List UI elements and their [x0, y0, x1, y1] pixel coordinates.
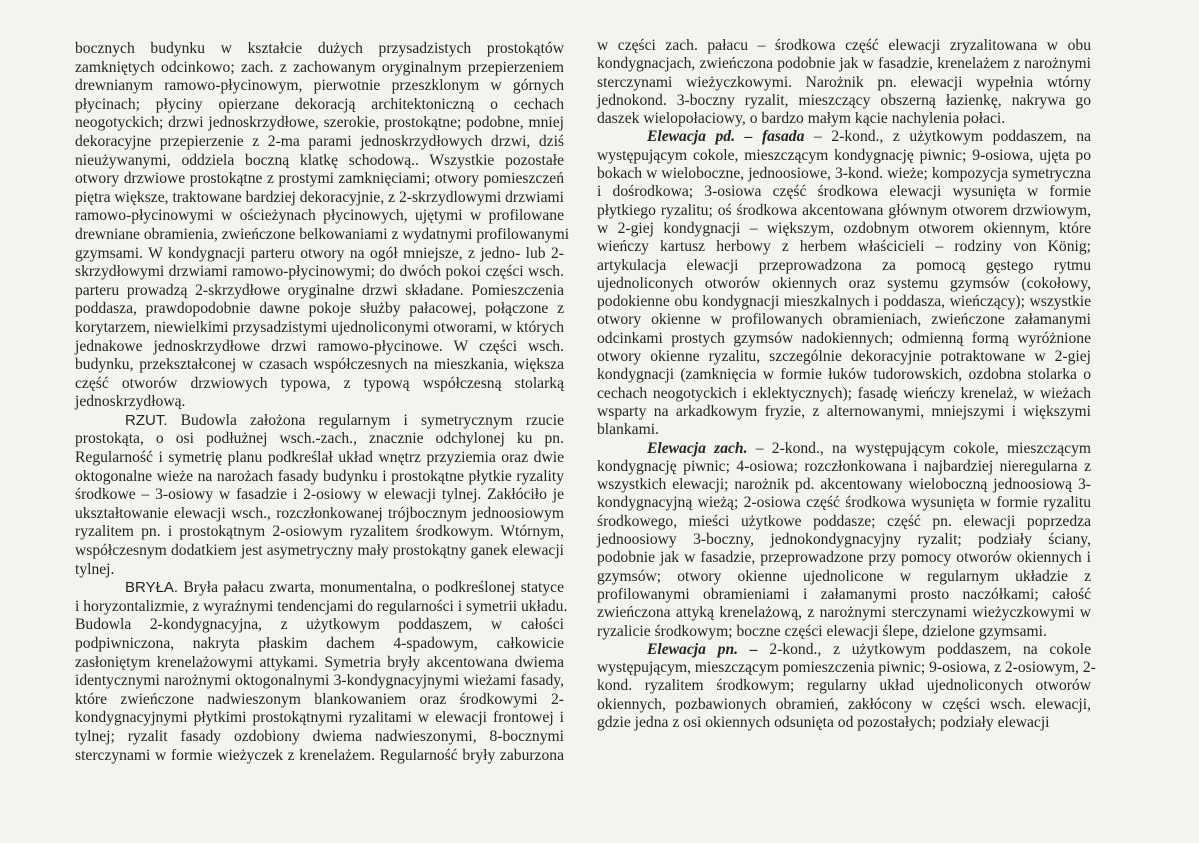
- line-text: Budowla założona regularnym i symetrycznym rzucie: [167, 411, 564, 429]
- text-line: [597, 183, 1091, 201]
- text-line: [75, 338, 564, 357]
- paragraph: [597, 640, 1096, 732]
- line-text: gzymsami. W kondygnacji parteru otwory na ogół mniejsze, z jedno- lub 2-: [75, 244, 564, 262]
- text-line: [75, 561, 564, 580]
- line-text: wieńczy kartusz herbowy z herbem właścicieli – rodziny von König;: [597, 238, 1091, 256]
- text-line: [597, 311, 1091, 329]
- text-line: [75, 189, 564, 208]
- line-text: poddasza, prawdopodobnie dawne pokoje służby pałacowej, połączone z: [75, 300, 564, 318]
- text-line: [597, 531, 1091, 549]
- line-text: kondygnację piwnic; 4-osiowa; rozczłonkowana i najbardziej nieregularna z: [597, 457, 1091, 475]
- text-line: [75, 542, 564, 561]
- line-text: płytkiego ryzalitu; oś środkowa akcentowana głównym otworem drzwiowym,: [597, 201, 1091, 219]
- line-text: oktogonalne wieże na narożach fasady budynku i prostokątne płytkie ryzality: [75, 467, 564, 485]
- line-text: ryzalicie środkowym; boczne części elewacji ślepe, dzielone gzymsami.: [597, 622, 1047, 640]
- text-line: [75, 597, 568, 617]
- line-text: identycznymi narożnymi oktogonalnymi 3-kondygnacyjnymi wieżami fasady,: [75, 672, 564, 690]
- paragraph: [597, 37, 1091, 128]
- line-text: jednakowe jednoskrzydłowe drzwi ramowo-płycinowe. W części wsch.: [75, 337, 564, 355]
- text-line: [597, 696, 1091, 714]
- line-text: 2-kond., z użytkowym poddaszem, na cokole: [757, 640, 1091, 658]
- line-text: występującym cokole, mieszczącym kondygnację piwnic; 9-osiowa, ujęta po: [597, 146, 1091, 164]
- text-line: [75, 282, 564, 301]
- line-text: i horyzontalizmie, z wyraźnymi tendencjami do regularności i symetrii układu.: [75, 597, 568, 615]
- text-line: [597, 403, 1091, 421]
- text-line: [75, 523, 564, 542]
- text-line: [597, 476, 1091, 494]
- line-text: parteru prowadzą 2-skrzydłowe oryginalne drzwi składane. Pomieszczenia: [75, 281, 564, 299]
- line-text: jednokond. 3-boczny ryzalit, mieszczący obszerną łazienkę, nakrywa go: [597, 91, 1091, 109]
- text-line: [75, 152, 564, 171]
- text-line: [597, 165, 1091, 183]
- text-line: [75, 728, 564, 747]
- text-line: [75, 245, 564, 264]
- text-line: [597, 348, 1091, 366]
- line-text: kondygnacji (zamknięcia w formie łuków tudorowskich, ozdobna stolarka o: [597, 366, 1091, 384]
- line-text: kondygnacyjną wieżą; 2-osiowa część środkowa wysunięta w formie ryzalitu: [597, 494, 1091, 512]
- line-text: nieużywanymi, oddziela boczną klatkę schodową.. Wszystkie pozostałe: [75, 151, 564, 169]
- text-line: [597, 275, 1091, 293]
- paragraph: [597, 440, 1091, 641]
- line-text: otwory okienne ryzalitu, szczególnie dekoracyjnie potraktowane w 2-giej: [597, 348, 1091, 366]
- text-line: [75, 635, 564, 654]
- text-line: [597, 238, 1091, 256]
- text-line: [597, 586, 1091, 604]
- text-line: [597, 623, 1091, 641]
- line-text: sterczynami wieżyczkowymi. Narożnik pn. elewacji wypełnia wtórny: [597, 73, 1091, 91]
- text-line: [75, 59, 564, 78]
- text-line: [597, 293, 1091, 311]
- line-text: drewnianym ramowo-płycinowym, pierwotnie przeszklonym w górnych: [75, 77, 564, 95]
- line-text: środkowego, mieści użytkowe poddasze; część pn. elewacji poprzedza: [597, 512, 1091, 530]
- section-heading: Elewacja pd. – fasada: [647, 128, 805, 146]
- text-line: [597, 494, 1091, 512]
- line-text: współczesnym dodatkiem jest asymetryczny mały prostokątny ganek elewacji: [75, 542, 564, 560]
- line-text: które zwieńczone nadwieszonym blankowaniem oraz środkowymi 2-: [75, 690, 564, 708]
- paragraph: [75, 412, 564, 579]
- line-text: – 2-kond., z użytkowym poddaszem, na: [804, 128, 1091, 146]
- text-line: [597, 549, 1091, 567]
- text-line: [75, 505, 564, 524]
- text-line: [597, 74, 1091, 92]
- text-line: [597, 37, 1091, 55]
- text-line: [75, 225, 570, 245]
- text-line: [597, 147, 1091, 165]
- line-text: korytarzem, niewielkimi przysadzistymi ujednoliconymi otworami, w których: [75, 318, 564, 336]
- text-line: [75, 77, 564, 96]
- text-line: [597, 568, 1091, 586]
- line-text: cechach neogotyckich i eklektycznych); fasadę wieńczy krenelaż, w wieżach: [597, 384, 1091, 402]
- line-text: ukształtowanie elewacji wsch., rozczłonkowanej trójbocznym jednoosiowym: [75, 504, 564, 522]
- line-text: dekoracyjne przepierzenie z 2-ma parami jednoskrzydłowych drzwi, dziś: [75, 132, 564, 150]
- text-line: [75, 96, 564, 115]
- text-line: [75, 709, 564, 728]
- text-line: [597, 220, 1091, 238]
- line-text: tylnej; ryzalit fasady ozdobiony dwiema nadwieszonymi, 8-bocznymi: [75, 727, 564, 745]
- text-line: [75, 40, 564, 59]
- line-text: Regularność i symetrię planu podkreślał układ wnętrz przyziemia oraz dwie: [75, 449, 564, 467]
- text-line: [75, 654, 564, 673]
- line-text: zwieńczona attyką krenelażową, z narożnymi sterczynami wieżyczkowymi w: [597, 604, 1091, 622]
- line-text: ryzalitem pn. i prostokątnym 2-osiowym ryzalitem środkowym. Wtórnym,: [75, 523, 564, 541]
- text-line: [75, 616, 564, 635]
- text-line: [597, 604, 1091, 622]
- line-text: ujednoliconych otworów okiennych oraz systemu gzymsów (cokołowy,: [597, 274, 1091, 292]
- text-line: [75, 114, 564, 133]
- line-text: gdzie jedna z osi okiennych odsunięta od pozostałych; podziały elewacji: [597, 713, 1050, 731]
- text-line: [75, 300, 564, 319]
- line-text: neogotyckich; drzwi jednoskrzydłowe, szerokie, prostokątne; podobne, mniej: [75, 114, 564, 132]
- text-line: [597, 55, 1091, 73]
- line-text: blankami.: [597, 421, 659, 439]
- line-text: w 2-giej kondygnacji – większym, ozdobnym otworem okiennym, które: [597, 219, 1091, 237]
- text-line: [75, 375, 564, 394]
- line-text: wszystkich elewacji; narożnik pd. akcentowany wieloboczną jednoosiową 3-: [597, 476, 1091, 494]
- line-text: kondygnacjach, zwieńczona podobnie jak w fasadzie, krenelażem z narożnymi: [597, 55, 1091, 73]
- text-line: [597, 641, 1091, 659]
- left-text-column: [75, 40, 570, 765]
- text-line: [597, 128, 1091, 146]
- line-text: wsparty na arkadkowym fryzie, z alternowanymi, mniejszymi i większymi: [597, 402, 1091, 420]
- section-heading: Elewacja pn. –: [647, 640, 758, 658]
- text-line: [597, 513, 1091, 531]
- text-line: [75, 430, 564, 449]
- line-text: bocznych budynku w kształcie dużych przysadzistych prostokątów: [75, 40, 564, 57]
- text-line: [597, 330, 1091, 348]
- line-text: bokach w wieloboczne, jednoosiowe, 3-kond. wieże; kompozycja symetryczna: [597, 165, 1091, 183]
- line-text: jednoskrzydłową.: [75, 393, 186, 411]
- line-text: jednoosiowy 3-boczny, jednokondygnacyjny ryzalit; podziały ściany,: [597, 531, 1091, 549]
- line-text: daszek wielopołaciowy, o bardzo małym kącie nachylenia połaci.: [597, 110, 1006, 128]
- paragraph: [75, 40, 570, 412]
- section-heading: BRYŁA.: [125, 579, 179, 597]
- text-line: [75, 672, 564, 691]
- text-line: [75, 263, 564, 282]
- line-text: Bryła pałacu zwarta, monumentalna, o podkreślonej statyce: [178, 579, 564, 597]
- text-line: [75, 393, 564, 412]
- line-text: otwory okienne w profilowanych obramieniach, zwieńczone załamanymi: [597, 311, 1091, 329]
- text-line: [75, 170, 564, 189]
- text-line: [597, 202, 1091, 220]
- line-text: podokienne obu kondygnacji mieszkalnych i poddasza, wieńczący); wszystkie: [597, 293, 1091, 311]
- line-text: ramowo-płycinowymi w ościeżynach płycinowych, ujętymi w profilowane: [75, 207, 564, 225]
- text-line: [597, 366, 1091, 384]
- text-line: [75, 579, 564, 598]
- right-text-column: [597, 37, 1096, 732]
- text-line: [597, 677, 1091, 695]
- line-text: podobnie jak w fasadzie, przeprowadzone przy pomocy otworów okiennych i: [597, 549, 1091, 567]
- line-text: artykulacja elewacji przeprowadzona za pomocą gęstego rytmu: [597, 256, 1091, 274]
- line-text: podpiwniczona, nakryta płaskim dachem 4-spadowym, całkowicie: [75, 635, 564, 652]
- text-line: [75, 747, 564, 766]
- line-text: Budowla 2-kondygnacyjna, z użytkowym poddaszem, w całości: [75, 616, 564, 634]
- line-text: sterczynami w formie wieżyczek z krenelażem. Regularność bryły zaburzona: [75, 746, 564, 764]
- text-line: [75, 133, 564, 152]
- text-line: [75, 691, 564, 710]
- line-text: płycinach; płyciny opierzane dekoracją architektoniczną o cechach: [75, 95, 564, 113]
- line-text: okiennych, pozbawionych obramień, zakłócony w części wsch. elewacji,: [597, 695, 1091, 713]
- line-text: drewniane obramienia, zwieńczone belkowaniami z wydatnymi profilowanymi: [75, 225, 570, 243]
- text-line: [597, 659, 1096, 677]
- text-line: [75, 356, 564, 375]
- line-text: kond. ryzalitem środkowym; regularny układ ujednoliconych otworów: [597, 677, 1091, 695]
- line-text: odcinkami prostych gzymsów nadokiennych; odmienną formą wyróżnione: [597, 329, 1091, 347]
- text-line: [597, 714, 1091, 732]
- line-text: część otworów drzwiowych typowa, z typową współczesną stolarką: [75, 374, 564, 392]
- section-heading: RZUT.: [125, 411, 168, 429]
- line-text: piętra większe, traktowane bardziej dekoracyjnie, z 2-skrzydlowymi drzwiami: [75, 188, 564, 206]
- line-text: zamkniętych odcinkowo; zach. z zachowanym oryginalnym przepierzeniem: [75, 58, 564, 76]
- paragraph: [597, 128, 1091, 439]
- line-text: tylnej.: [75, 560, 115, 578]
- line-text: otwory drzwiowe prostokątne z prostymi zamknięciami; otwory pomieszczeń: [75, 170, 564, 188]
- text-line: [597, 440, 1091, 458]
- text-line: [597, 92, 1091, 110]
- text-line: [597, 385, 1091, 403]
- line-text: środkowe – 3-osiowy w fasadzie i 2-osiowy w elewacji tylnej. Zakłóciło je: [75, 486, 564, 504]
- paragraph: [75, 579, 568, 765]
- line-text: w części zach. pałacu – środkowa część elewacji zryzalitowana w obu: [597, 37, 1091, 54]
- text-line: [597, 458, 1091, 476]
- line-text: – 2-kond., na występującym cokole, mieszczącym: [747, 439, 1091, 457]
- text-line: [75, 207, 564, 226]
- line-text: zasłoniętym krenelażowymi attykami. Symetria bryły akcentowana dwiema: [75, 653, 564, 671]
- text-line: [75, 449, 564, 468]
- line-text: prostokąta, o osi podłużnej wsch.-zach., znacznie odchylonej ku pn.: [75, 430, 564, 448]
- text-line: [597, 110, 1091, 128]
- text-line: [75, 468, 564, 487]
- text-line: [75, 319, 564, 338]
- text-line: [597, 257, 1091, 275]
- line-text: skrzydłowymi drzwiami ramowo-płycinowymi; do dwóch pokoi części wsch.: [75, 263, 564, 281]
- section-heading: Elewacja zach.: [647, 439, 748, 457]
- text-line: [75, 412, 564, 431]
- line-text: i dośrodkowa; 3-osiowa część środkowa elewacji wysunięta w formie: [597, 183, 1091, 201]
- line-text: gzymsów; otwory okienne ujednolicone w regularnym układzie z: [597, 567, 1091, 585]
- text-line: [75, 486, 564, 505]
- line-text: kondygnacyjnymi płytkimi prostokątnymi ryzalitami w elewacji frontowej i: [75, 709, 564, 727]
- line-text: budynku, przekształconej w czasach współczesnych na mieszkania, większa: [75, 356, 564, 374]
- text-line: [597, 421, 1091, 439]
- line-text: profilowanymi obramieniami i załamanymi prosto naczółkami; całość: [597, 585, 1091, 603]
- line-text: występującym, mieszczącym pomieszczenia piwnic; 9-osiowa, z 2-osiowym, 2-: [597, 659, 1096, 677]
